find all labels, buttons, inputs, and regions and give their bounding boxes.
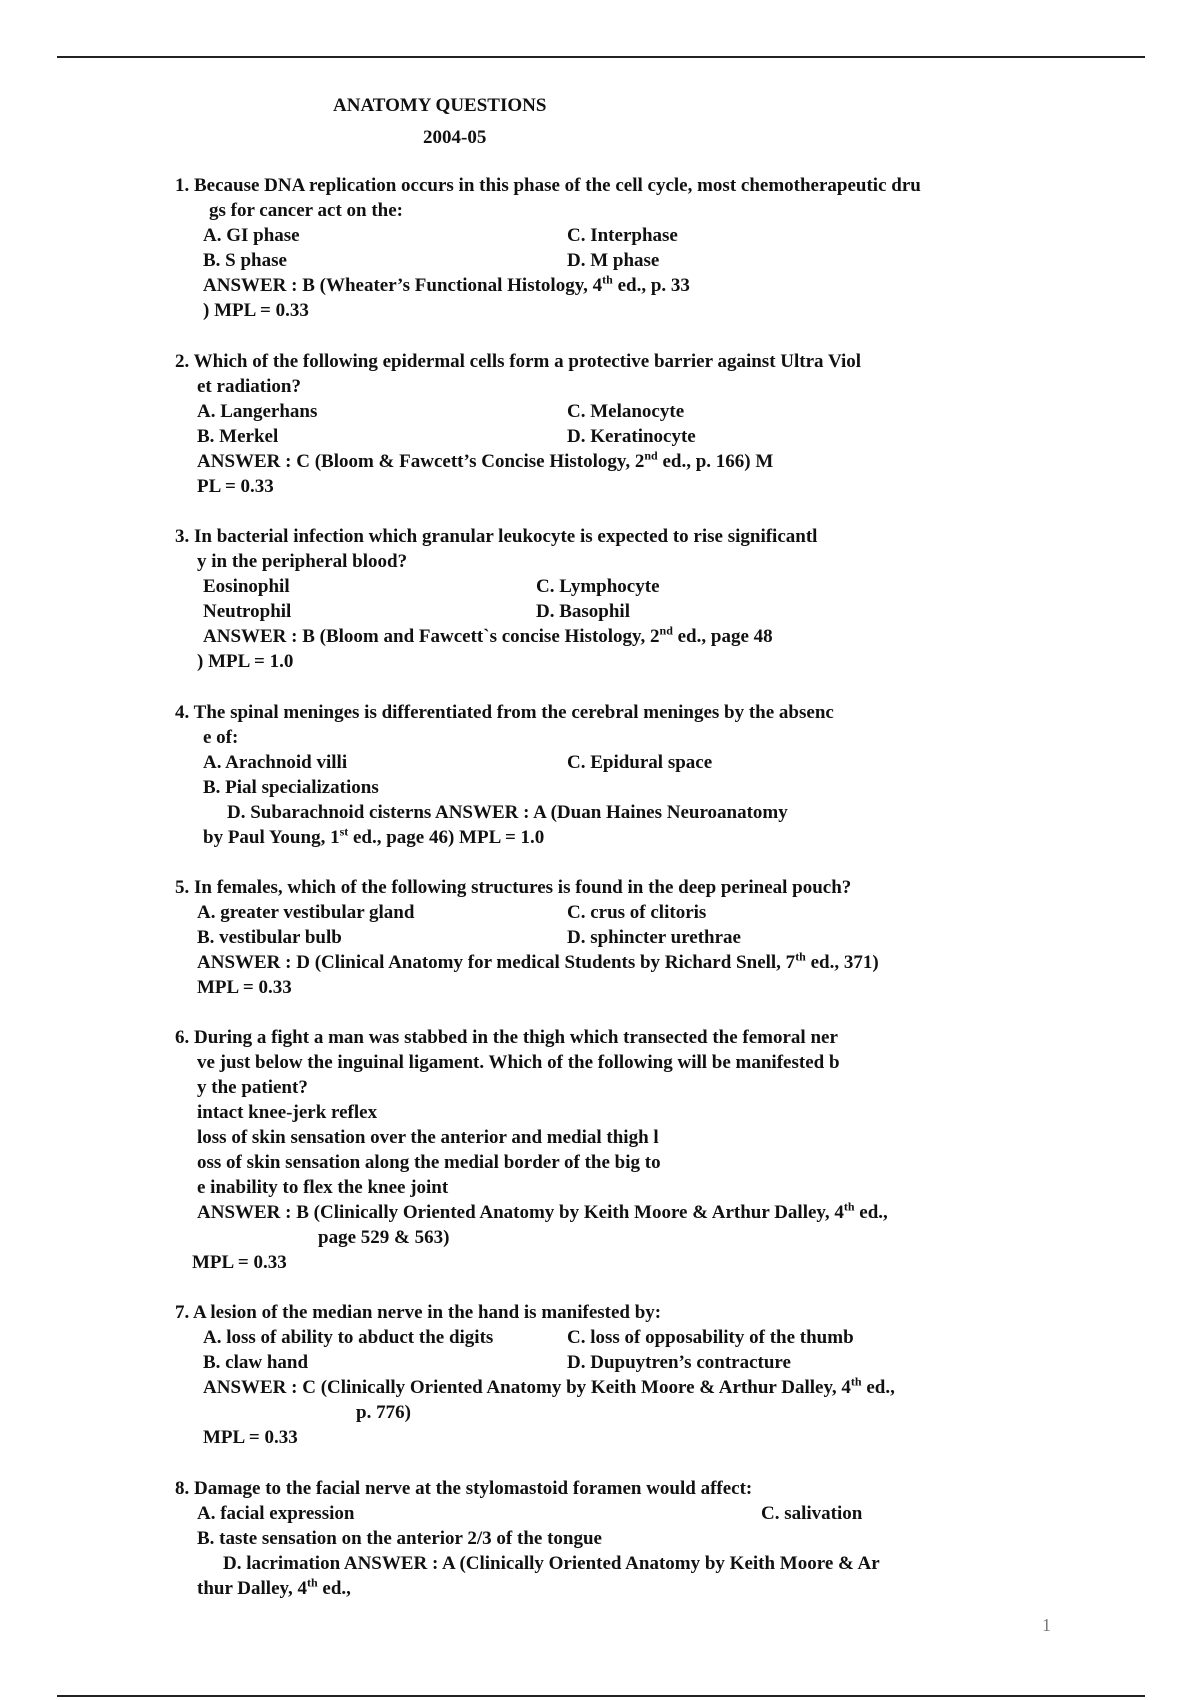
- bottom-rule: [57, 1695, 1145, 1697]
- option-row: [175, 424, 1075, 449]
- question-stem: 2. Which of the following epidermal cells form a protective barrier against Ultra Viol: [175, 351, 862, 372]
- question-stem: y the patient?: [197, 1077, 308, 1098]
- option-c: C. crus of clitoris: [567, 902, 707, 923]
- option-d: D. sphincter urethrae: [567, 927, 741, 948]
- question-stem: gs for cancer act on the:: [209, 200, 403, 221]
- option-b: B. claw hand: [203, 1352, 309, 1373]
- question-8: [175, 1476, 1075, 1601]
- mpl-line: MPL = 0.33: [197, 977, 292, 998]
- option-row: [175, 248, 1075, 273]
- question-stem: 7. A lesion of the median nerve in the hand is manifested by:: [175, 1302, 662, 1323]
- option-a: A. greater vestibular gland: [197, 902, 415, 923]
- option-b: B. Pial specializations: [203, 777, 379, 798]
- answer-line: ANSWER : B (Bloom and Fawcett`s concise Histology, 2nd ed., page 48: [203, 623, 773, 647]
- question-6: [175, 1025, 1075, 1275]
- mpl-line: ) MPL = 0.33: [203, 300, 309, 321]
- option-c: C. Interphase: [567, 225, 678, 246]
- answer-line: D. lacrimation ANSWER : A (Clinically Oriented Anatomy by Keith Moore & Ar: [223, 1553, 880, 1574]
- question-stem: ve just below the inguinal ligament. Which of the following will be manifested b: [197, 1052, 840, 1073]
- option-row: [175, 900, 1075, 925]
- option-d: D. Dupuytren’s contracture: [567, 1352, 791, 1373]
- question-2: [175, 349, 1075, 499]
- question-stem: y in the peripheral blood?: [197, 551, 408, 572]
- option-a: A. GI phase: [203, 225, 300, 246]
- option-b: B. vestibular bulb: [197, 927, 342, 948]
- page-number: 1: [1042, 1615, 1051, 1635]
- option-a: A. loss of ability to abduct the digits: [203, 1327, 494, 1348]
- question-stem: 4. The spinal meninges is differentiated from the cerebral meninges by the absenc: [175, 702, 834, 723]
- answer-line: ANSWER : B (Wheater’s Functional Histology, 4th ed., p. 33: [203, 272, 690, 296]
- mpl-line: MPL = 0.33: [203, 1427, 298, 1448]
- list-item: oss of skin sensation along the medial border of the big to: [197, 1152, 661, 1173]
- question-stem: 3. In bacterial infection which granular leukocyte is expected to rise significantl: [175, 526, 818, 547]
- question-stem: e of:: [203, 727, 239, 748]
- mpl-line: ) MPL = 1.0: [197, 651, 294, 672]
- question-3: [175, 524, 1075, 674]
- answer-line: ANSWER : D (Clinical Anatomy for medical Students by Richard Snell, 7th ed., 371): [197, 949, 879, 973]
- option-a: A. facial expression: [197, 1503, 355, 1524]
- mpl-line: MPL = 0.33: [192, 1252, 287, 1273]
- answer-line: p. 776): [356, 1402, 411, 1423]
- question-7: [175, 1300, 1075, 1450]
- option-row: [175, 1350, 1075, 1375]
- mpl-line: PL = 0.33: [197, 476, 274, 497]
- question-stem: 5. In females, which of the following structures is found in the deep perineal pouch?: [175, 877, 852, 898]
- option-row: [175, 750, 1075, 775]
- option-a: A. Arachnoid villi: [203, 752, 348, 773]
- option-row: [175, 1325, 1075, 1350]
- option-b: B. taste sensation on the anterior 2/3 of the tongue: [197, 1528, 602, 1549]
- question-5: [175, 875, 1075, 1000]
- list-item: e inability to flex the knee joint: [197, 1177, 449, 1198]
- question-stem: et radiation?: [197, 376, 301, 397]
- answer-line: ANSWER : C (Clinically Oriented Anatomy by Keith Moore & Arthur Dalley, 4th ed.,: [203, 1374, 895, 1398]
- page-title: ANATOMY QUESTIONS: [333, 95, 547, 116]
- answer-line: page 529 & 563): [318, 1227, 450, 1248]
- question-stem: 1. Because DNA replication occurs in this phase of the cell cycle, most chemotherapeutic dru: [175, 175, 921, 196]
- option-c: C. Lymphocyte: [536, 576, 660, 597]
- answer-line: ANSWER : B (Clinically Oriented Anatomy by Keith Moore & Arthur Dalley, 4th ed.,: [197, 1199, 888, 1223]
- option-d: D. Keratinocyte: [567, 426, 696, 447]
- option-b: B. S phase: [203, 250, 287, 271]
- option-b: Neutrophil: [203, 601, 292, 622]
- option-c: C. Melanocyte: [567, 401, 685, 422]
- option-row: [175, 399, 1075, 424]
- option-row: [175, 223, 1075, 248]
- answer-line: D. Subarachnoid cisterns ANSWER : A (Duan Haines Neuroanatomy: [227, 802, 788, 823]
- option-c: C. salivation: [761, 1503, 863, 1524]
- list-item: loss of skin sensation over the anterior and medial thigh l: [197, 1127, 659, 1148]
- answer-line: thur Dalley, 4th ed.,: [197, 1575, 351, 1599]
- answer-line: ANSWER : C (Bloom & Fawcett’s Concise Histology, 2nd ed., p. 166) M: [197, 448, 774, 472]
- option-d: D. Basophil: [536, 601, 630, 622]
- answer-line: by Paul Young, 1st ed., page 46) MPL = 1.0: [203, 824, 545, 848]
- option-row: [175, 925, 1075, 950]
- option-row: [175, 574, 1075, 599]
- option-d: D. M phase: [567, 250, 660, 271]
- list-item: intact knee-jerk reflex: [197, 1102, 378, 1123]
- option-row: [175, 599, 1075, 624]
- option-b: B. Merkel: [197, 426, 279, 447]
- question-4: [175, 700, 1075, 850]
- option-row: [175, 1501, 1075, 1526]
- option-c: C. Epidural space: [567, 752, 713, 773]
- top-rule: [57, 56, 1145, 58]
- option-a: Eosinophil: [203, 576, 290, 597]
- question-stem: 8. Damage to the facial nerve at the stylomastoid foramen would affect:: [175, 1478, 753, 1499]
- option-a: A. Langerhans: [197, 401, 318, 422]
- page-year: 2004-05: [423, 127, 487, 148]
- option-c: C. loss of opposability of the thumb: [567, 1327, 854, 1348]
- question-1: [175, 173, 1075, 323]
- question-stem: 6. During a fight a man was stabbed in the thigh which transected the femoral ner: [175, 1027, 838, 1048]
